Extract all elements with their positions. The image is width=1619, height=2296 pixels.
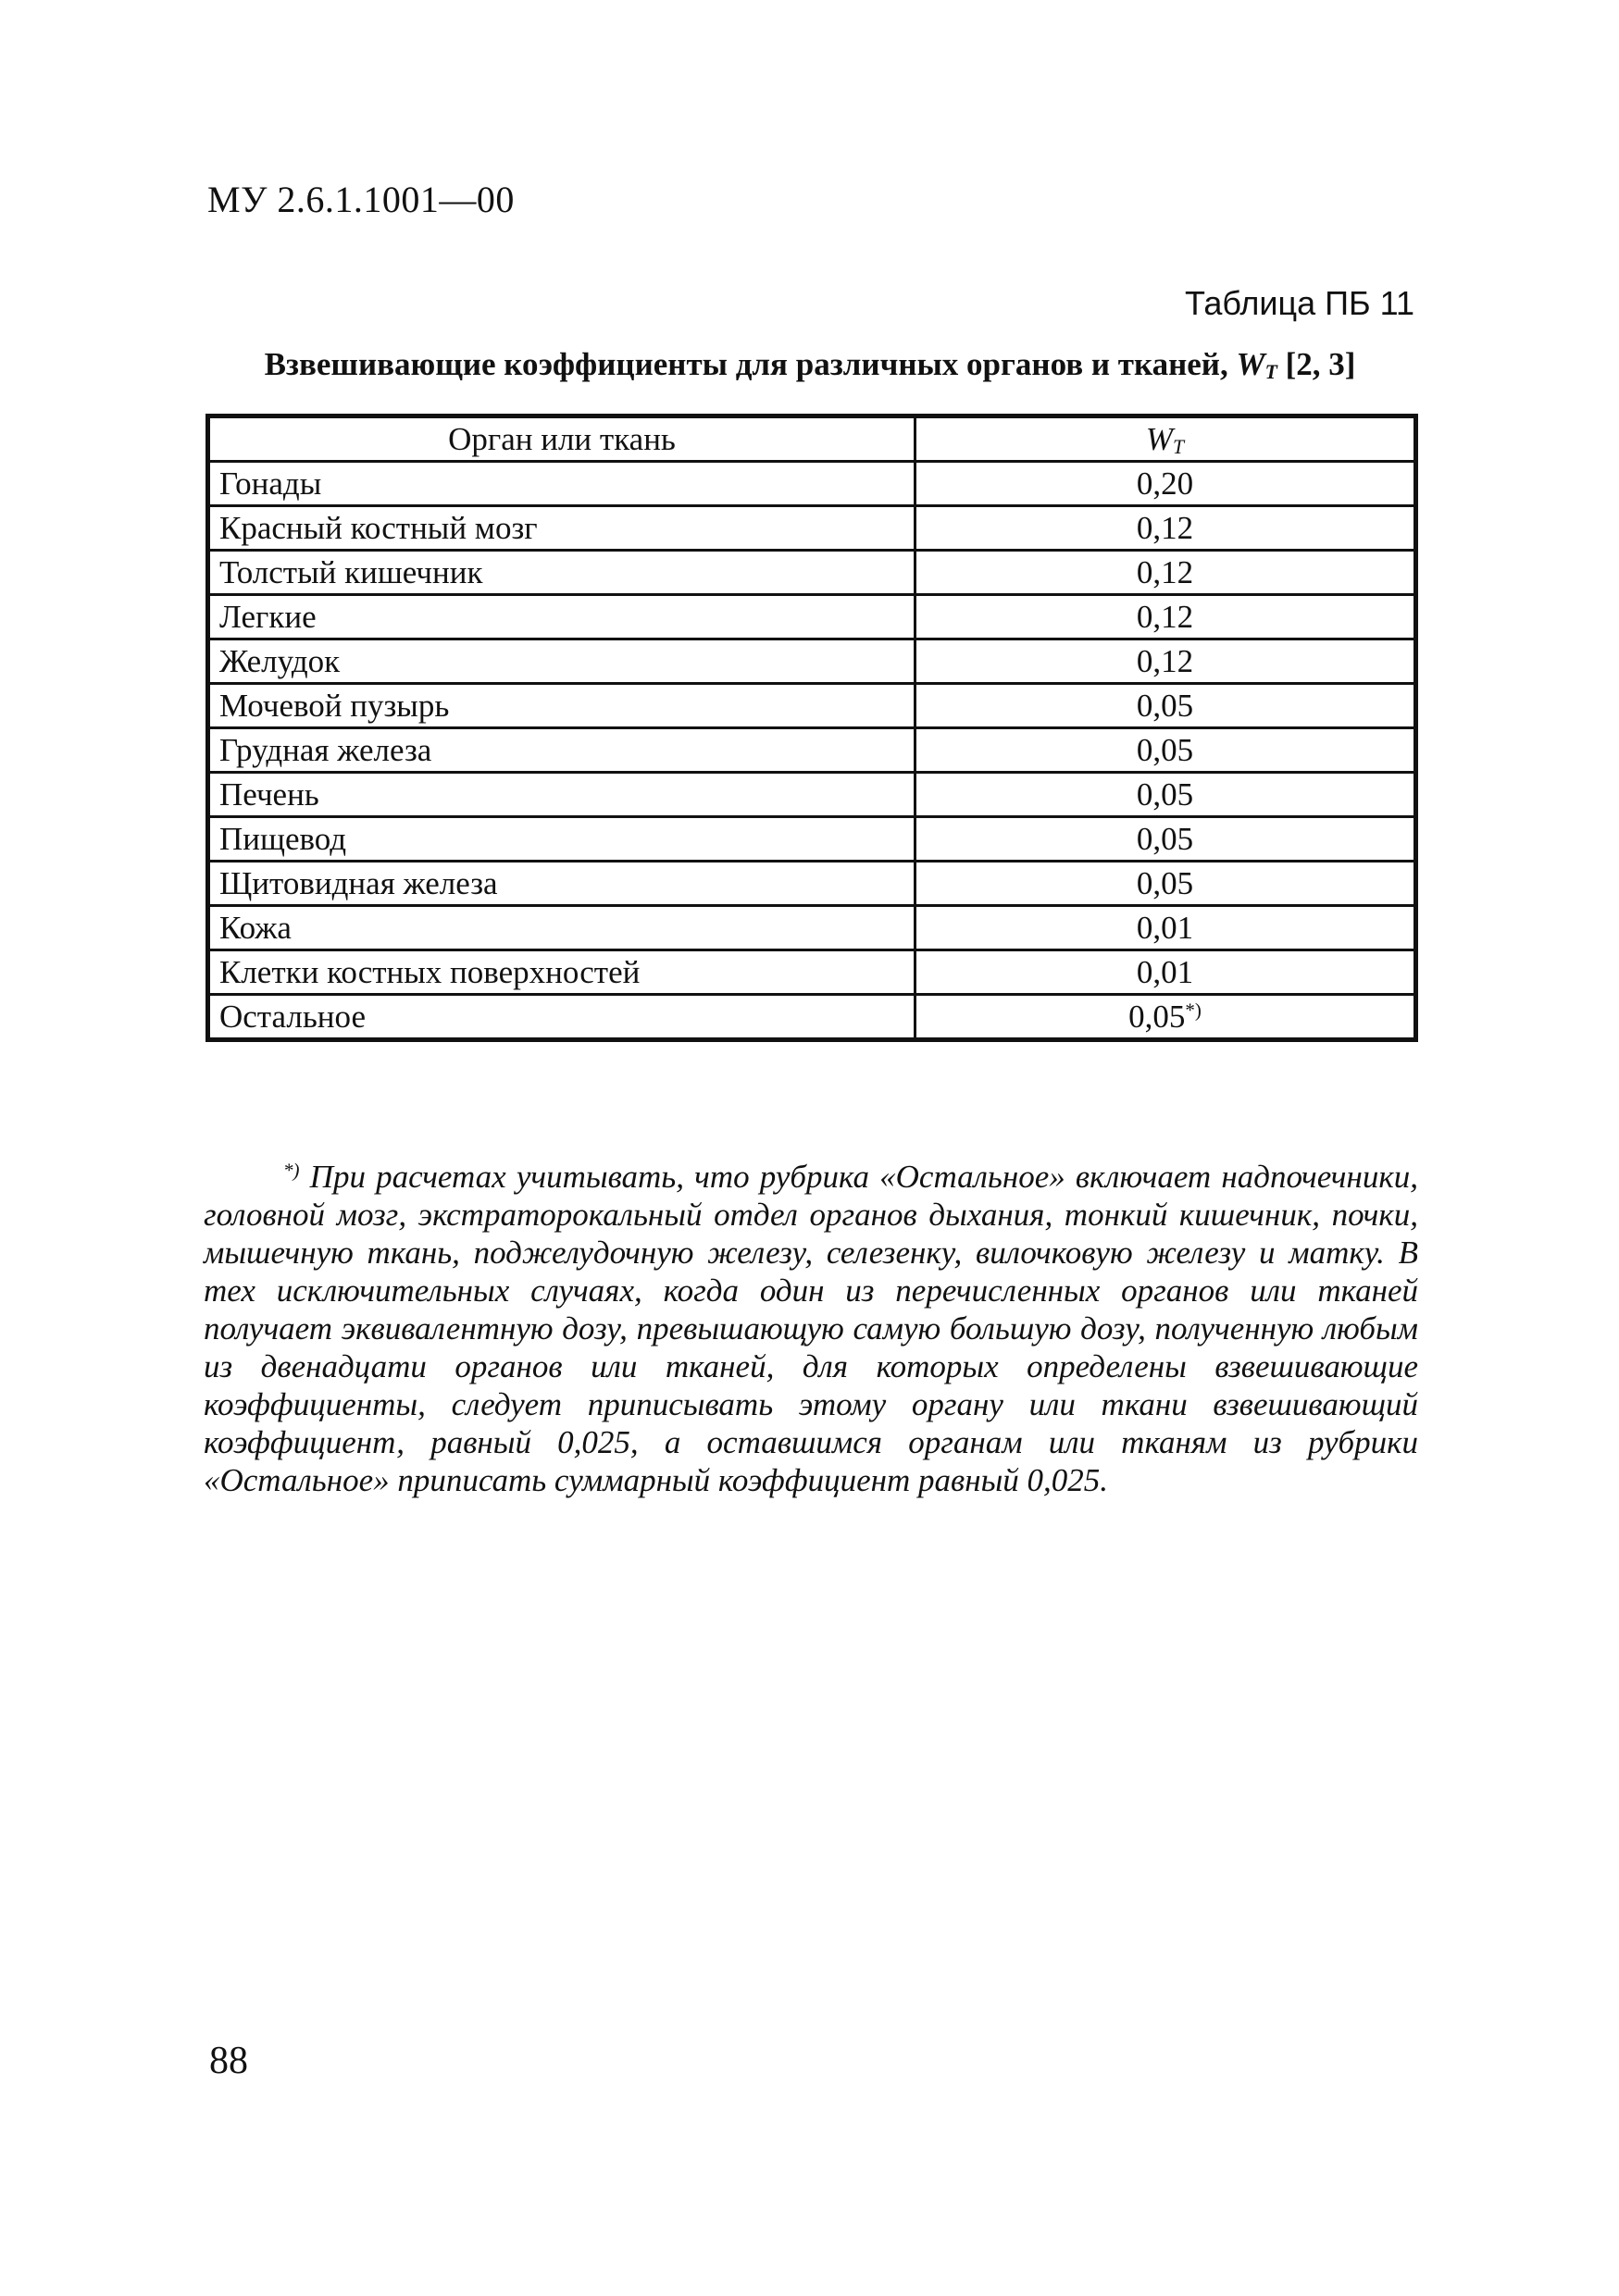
organ-cell: Мочевой пузырь [208, 684, 915, 728]
column-header-organ: Орган или ткань [208, 416, 915, 462]
coefficient-cell [915, 906, 1416, 950]
coefficient-value: 0,05 [1136, 732, 1194, 768]
coefficient-value: 0,01 [1136, 910, 1194, 946]
document-code: МУ 2.6.1.1001—00 [207, 179, 515, 220]
organ-cell: Остальное [208, 995, 915, 1040]
coefficient-cell [915, 684, 1416, 728]
coefficient-cell [915, 551, 1416, 595]
table-row [208, 862, 1416, 906]
table-row [208, 462, 1416, 506]
table-title-text: Взвешивающие коэффициенты для различных органов и тканей, [264, 346, 1237, 382]
table-header-row [208, 416, 1416, 462]
organ-cell: Легкие [208, 595, 915, 639]
coefficient-cell [915, 728, 1416, 773]
table-row [208, 773, 1416, 817]
table-row [208, 817, 1416, 862]
table-row [208, 506, 1416, 551]
table-label: Таблица ПБ 11 [1184, 284, 1414, 322]
organ-cell: Красный костный мозг [208, 506, 915, 551]
weighting-coefficients-table [205, 414, 1418, 1042]
coefficient-cell [915, 817, 1416, 862]
coefficient-value: 0,05 [1136, 776, 1194, 813]
table-title [204, 346, 1416, 383]
coefficient-cell [915, 862, 1416, 906]
table-row [208, 728, 1416, 773]
coefficient-cell [915, 595, 1416, 639]
coefficient-value: 0,12 [1136, 643, 1194, 679]
organ-cell: Клетки костных поверхностей [208, 950, 915, 995]
column-header-value: $W_T$ [915, 416, 1416, 462]
coefficient-value: 0,05 [1136, 865, 1194, 901]
coefficient-cell [915, 506, 1416, 551]
organ-cell: Пищевод [208, 817, 915, 862]
coefficient-cell [915, 639, 1416, 684]
coefficient-value: 0,05 [1128, 999, 1186, 1035]
coefficient-value: 0,12 [1136, 599, 1194, 635]
table-row [208, 684, 1416, 728]
coefficient-value: 0,20 [1136, 465, 1194, 502]
table-body [208, 462, 1416, 1040]
organ-cell: Толстый кишечник [208, 551, 915, 595]
table-title-reference: [2, 3] [1277, 346, 1356, 382]
coefficient-value: 0,12 [1136, 554, 1194, 590]
coefficient-value: 0,01 [1136, 954, 1194, 990]
organ-cell: Кожа [208, 906, 915, 950]
organ-cell: Щитовидная железа [208, 862, 915, 906]
footnote-text: При расчетах учитывать, что рубрика «Остальное» включает надпочечники, головной мозг, экстраторокальный отдел органов дыхания, тонкий кишечник, почки, мышечную ткань, поджелудочную железу, селезенку, вилочковую железу и матку. В тех исключительных случаях, когда один из перечисленных органов или тканей получает эквивалентную дозу, превышающую самую большую дозу, полученную любым из двенадцати органов или тканей, для которых определены взвешивающие коэффициенты, следует приписывать этому органу или ткани взвешивающий коэффициент, равный 0,025, а оставшимся органам или тканям из рубрики «Остальное» приписать суммарный коэффициент равный 0,025. [204, 1159, 1418, 1498]
footnote-reference-mark: *) [1185, 999, 1202, 1022]
coefficient-cell [915, 950, 1416, 995]
organ-cell: Желудок [208, 639, 915, 684]
coefficient-cell [915, 773, 1416, 817]
table-row [208, 995, 1416, 1040]
table-row [208, 551, 1416, 595]
coefficient-value: 0,05 [1136, 821, 1194, 857]
footnote-mark: *) [283, 1159, 300, 1182]
organ-cell: Гонады [208, 462, 915, 506]
table-row [208, 595, 1416, 639]
coefficient-value: 0,12 [1136, 510, 1194, 546]
table-title-symbol: $W_T$ [1236, 346, 1277, 383]
table-row [208, 906, 1416, 950]
coefficient-cell [915, 462, 1416, 506]
organ-cell: Грудная железа [208, 728, 915, 773]
table-row [208, 639, 1416, 684]
table-row [208, 950, 1416, 995]
page-number: 88 [209, 2040, 248, 2082]
coefficient-cell [915, 995, 1416, 1040]
organ-cell: Печень [208, 773, 915, 817]
coefficient-value: 0,05 [1136, 688, 1194, 724]
footnote [204, 1158, 1418, 1499]
